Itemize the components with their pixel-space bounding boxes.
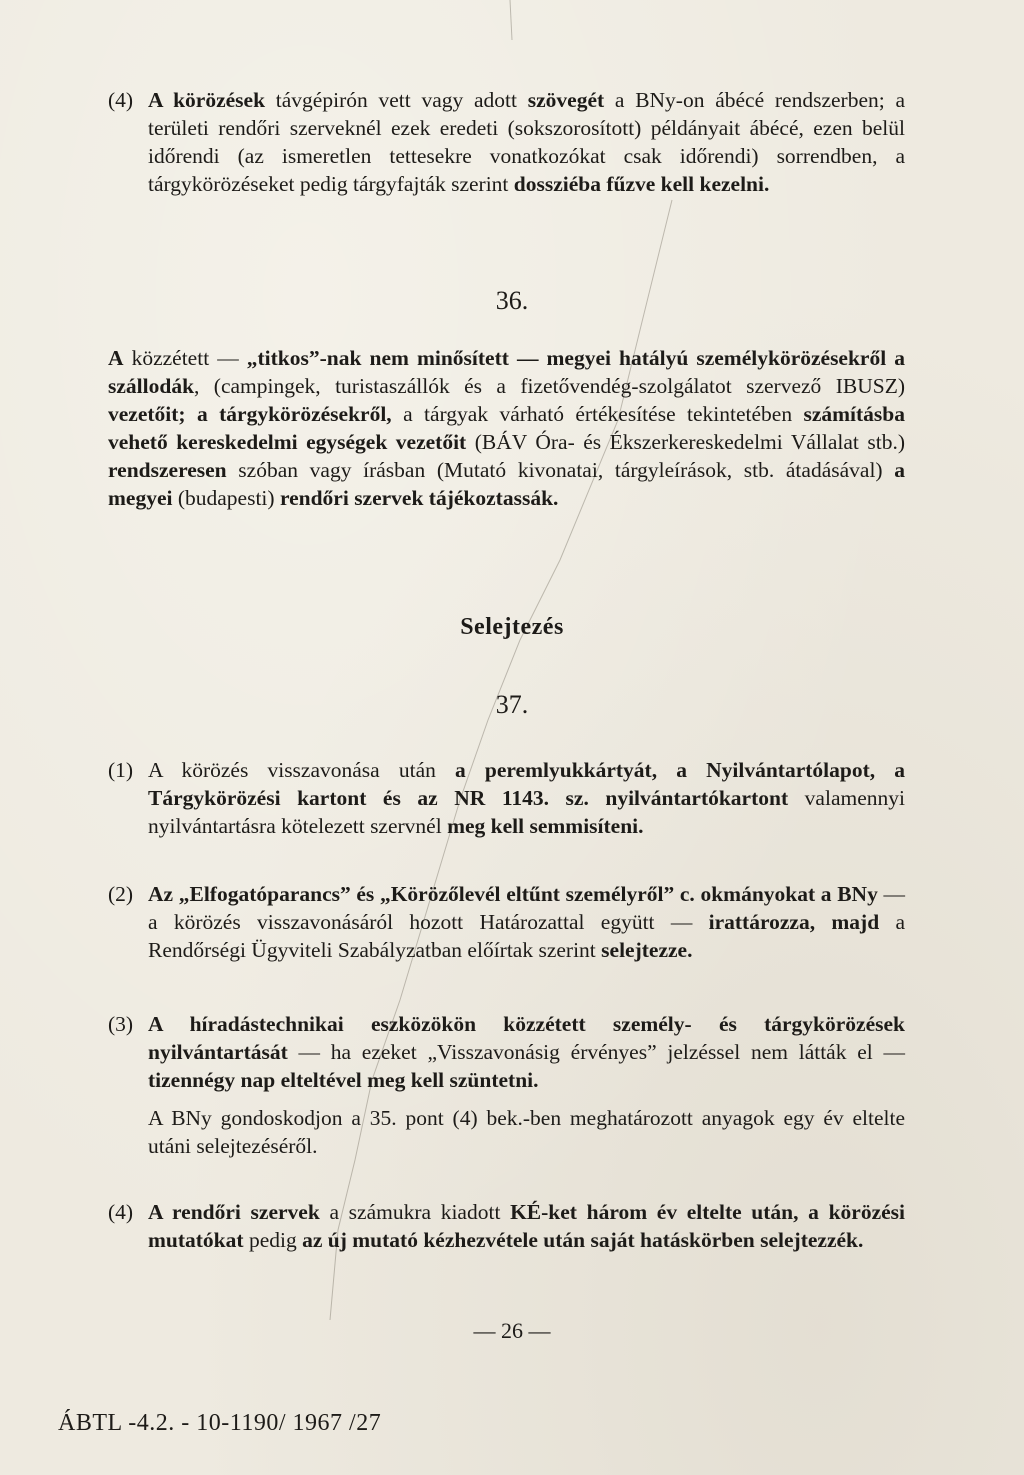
page-number: — 26 — bbox=[473, 1318, 551, 1343]
paragraph-37-4 bbox=[108, 1198, 905, 1254]
text-bold: az új mutató kézhezvétele után saját hatáskörben selejtezzék. bbox=[302, 1228, 864, 1252]
text: — a körözés visszavonásáról hozott Határozattal együtt — bbox=[148, 882, 905, 934]
text: (budapesti) bbox=[172, 486, 280, 510]
text: valamennyi nyilvántartásra kötelezett szervnél bbox=[148, 786, 905, 838]
text-bold: KÉ-ket három év eltelte után, a körözési mutatókat bbox=[148, 1200, 906, 1252]
text: a Rendőrségi Ügyviteli Szabályzatban előírtak szerint bbox=[148, 910, 905, 962]
text: (BÁV Óra- és Ékszerkereskedelmi Vállalat stb.) bbox=[466, 430, 905, 454]
text-bold: A híradástechnikai eszközökön közzétett személy- és tárgykörözések nyilvántartását bbox=[148, 1012, 905, 1064]
text: a BNy-on ábécé rendszerben; a területi rendőri szerveknél ezek eredeti (sokszorosított) példányait ábécé, ezen belül időrendi (az ismeretlen tettesekre vonatkozókat csak időrendi) sorrendben, a tárgykörözéseket pedig tárgyfajták szerint bbox=[148, 88, 905, 196]
section-number-36: 36. bbox=[495, 286, 529, 315]
text-bold: „titkos”-nak nem minősített — megyei hatályú személykörözésekről a szállodák bbox=[108, 346, 905, 398]
text-bold: szövegét bbox=[527, 88, 605, 112]
text: a számukra kiadott bbox=[319, 1200, 511, 1224]
paragraph-37-3 bbox=[108, 1010, 905, 1160]
paragraph-37-1 bbox=[108, 756, 905, 840]
text: pedig bbox=[243, 1228, 303, 1252]
text: A körözés visszavonása után bbox=[148, 758, 456, 782]
text-bold: selejtezze. bbox=[601, 938, 693, 962]
section-heading: Selejtezés bbox=[460, 614, 564, 640]
text-bold: rendszeresen bbox=[108, 458, 227, 482]
text-bold: számításba vehető kereskedelmi egységek vezetőit bbox=[108, 402, 905, 454]
text-bold: A rendőri szervek bbox=[148, 1200, 320, 1224]
archive-reference: ÁBTL -4.2. - 10-1190/ 1967 /27 bbox=[58, 1410, 382, 1436]
paragraph-number: (4) bbox=[108, 1200, 134, 1224]
text: A BNy gondoskodjon a 35. pont (4) bek.-ben meghatározott anyagok egy év eltelte utáni selejtezéséről. bbox=[148, 1106, 905, 1158]
paragraph-number: (1) bbox=[108, 758, 134, 782]
text: közzétett — bbox=[123, 346, 247, 370]
text: — ha ezeket „Visszavonásig érvényes” jelzéssel nem látták el — bbox=[287, 1040, 905, 1064]
text: , (campingek, turistaszállók és a fizetővendég-szolgálatot szervező IBUSZ) bbox=[194, 374, 905, 398]
text: távgépirón vett vagy adott bbox=[265, 88, 528, 112]
paragraph-number: (2) bbox=[108, 882, 134, 906]
text-bold: Az „Elfogatóparancs” és „Körözőlevél eltűnt személyről” c. okmányokat a BNy bbox=[148, 882, 878, 906]
paragraph-number: (4) bbox=[108, 88, 134, 112]
paragraph-36 bbox=[108, 344, 905, 512]
text-bold: dossziéba fűzve kell kezelni. bbox=[513, 172, 770, 196]
paragraph-35-4 bbox=[108, 86, 905, 198]
text: szóban vagy írásban (Mutató kivonatai, tárgyleírások, stb. átadásával) bbox=[226, 458, 895, 482]
section-number-37: 37. bbox=[495, 690, 529, 719]
text-bold: vezetőit; a tárgykörözésekről, bbox=[108, 402, 392, 426]
text-bold: rendőri szervek tájékoztassák. bbox=[279, 486, 559, 510]
paragraph-number: (3) bbox=[108, 1012, 134, 1036]
text-bold: A körözések bbox=[148, 88, 266, 112]
paragraph-37-2 bbox=[108, 880, 905, 964]
text-bold: a peremlyukkártyát, a Nyilvántartólapot, a Tárgykörözési kartont és az NR 1143. sz. nyilvántartókartont bbox=[148, 758, 906, 810]
text-bold: irattározza, majd bbox=[708, 910, 880, 934]
text: a tárgyak várható értékesítése tekintetében bbox=[391, 402, 804, 426]
text-bold: meg kell semmisíteni. bbox=[447, 814, 644, 838]
text-bold: A bbox=[108, 346, 124, 370]
text-bold: tizennégy nap elteltével meg kell szüntetni. bbox=[148, 1068, 539, 1092]
text-bold: a megyei bbox=[108, 458, 905, 510]
